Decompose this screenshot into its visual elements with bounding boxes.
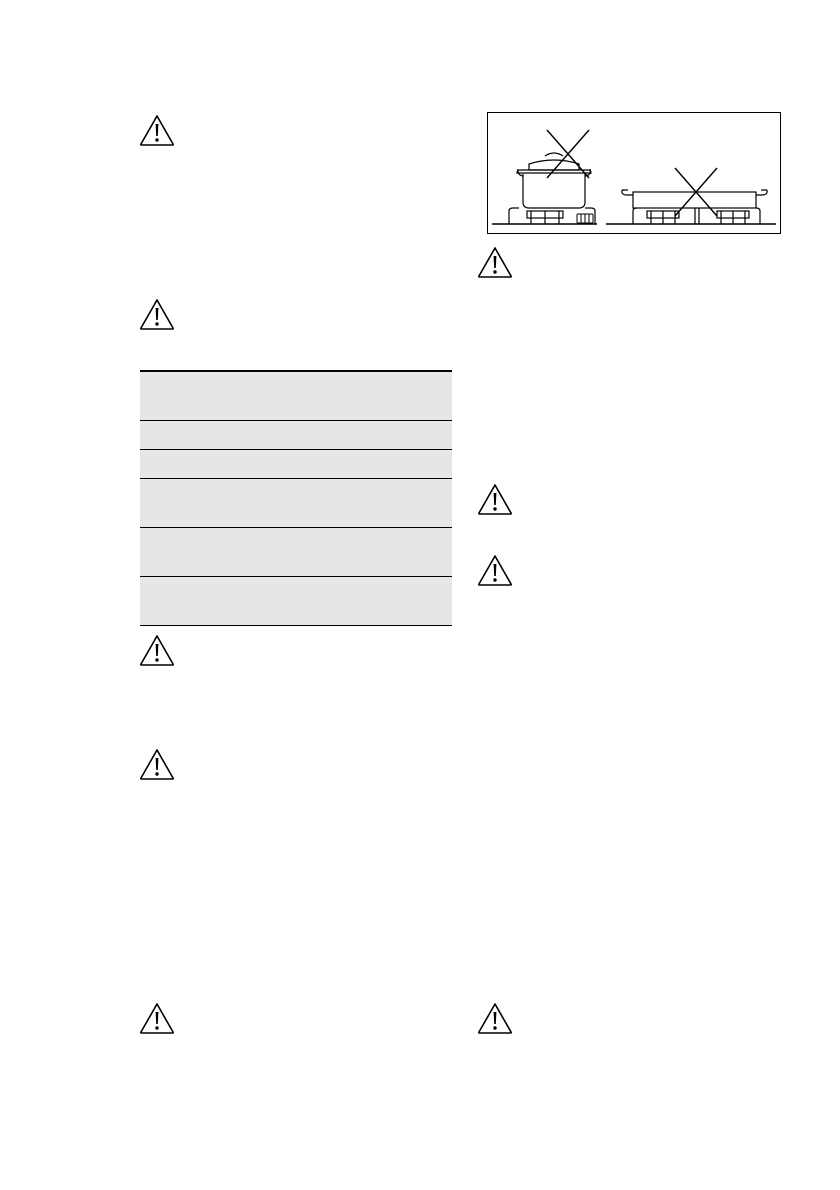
warning-triangle-icon bbox=[477, 554, 513, 586]
table-cell bbox=[296, 421, 452, 449]
warning-triangle-icon bbox=[477, 246, 513, 278]
incorrect-pan-placement-illustration bbox=[487, 112, 781, 234]
table-cell bbox=[296, 450, 452, 478]
table-row bbox=[140, 577, 452, 626]
table-cell bbox=[296, 479, 452, 527]
table-row bbox=[140, 421, 452, 450]
table-cell bbox=[140, 528, 296, 576]
warning-triangle-icon bbox=[139, 634, 175, 666]
table-cell bbox=[140, 479, 296, 527]
table-header-cell bbox=[296, 372, 452, 420]
table-cell bbox=[296, 528, 452, 576]
table-cell bbox=[296, 577, 452, 625]
table-cell bbox=[140, 577, 296, 625]
warning-triangle-icon bbox=[139, 298, 175, 330]
warning-triangle-icon bbox=[139, 748, 175, 780]
warning-triangle-icon bbox=[477, 483, 513, 515]
table-row bbox=[140, 479, 452, 528]
table-row bbox=[140, 450, 452, 479]
table-cell bbox=[140, 421, 296, 449]
table-row bbox=[140, 528, 452, 577]
table-header-cell bbox=[140, 372, 296, 420]
warning-triangle-icon bbox=[139, 114, 175, 146]
warning-triangle-icon bbox=[477, 1002, 513, 1034]
table-header-row bbox=[140, 370, 452, 421]
specification-table bbox=[140, 370, 452, 626]
warning-triangle-icon bbox=[139, 1002, 175, 1034]
table-cell bbox=[140, 450, 296, 478]
